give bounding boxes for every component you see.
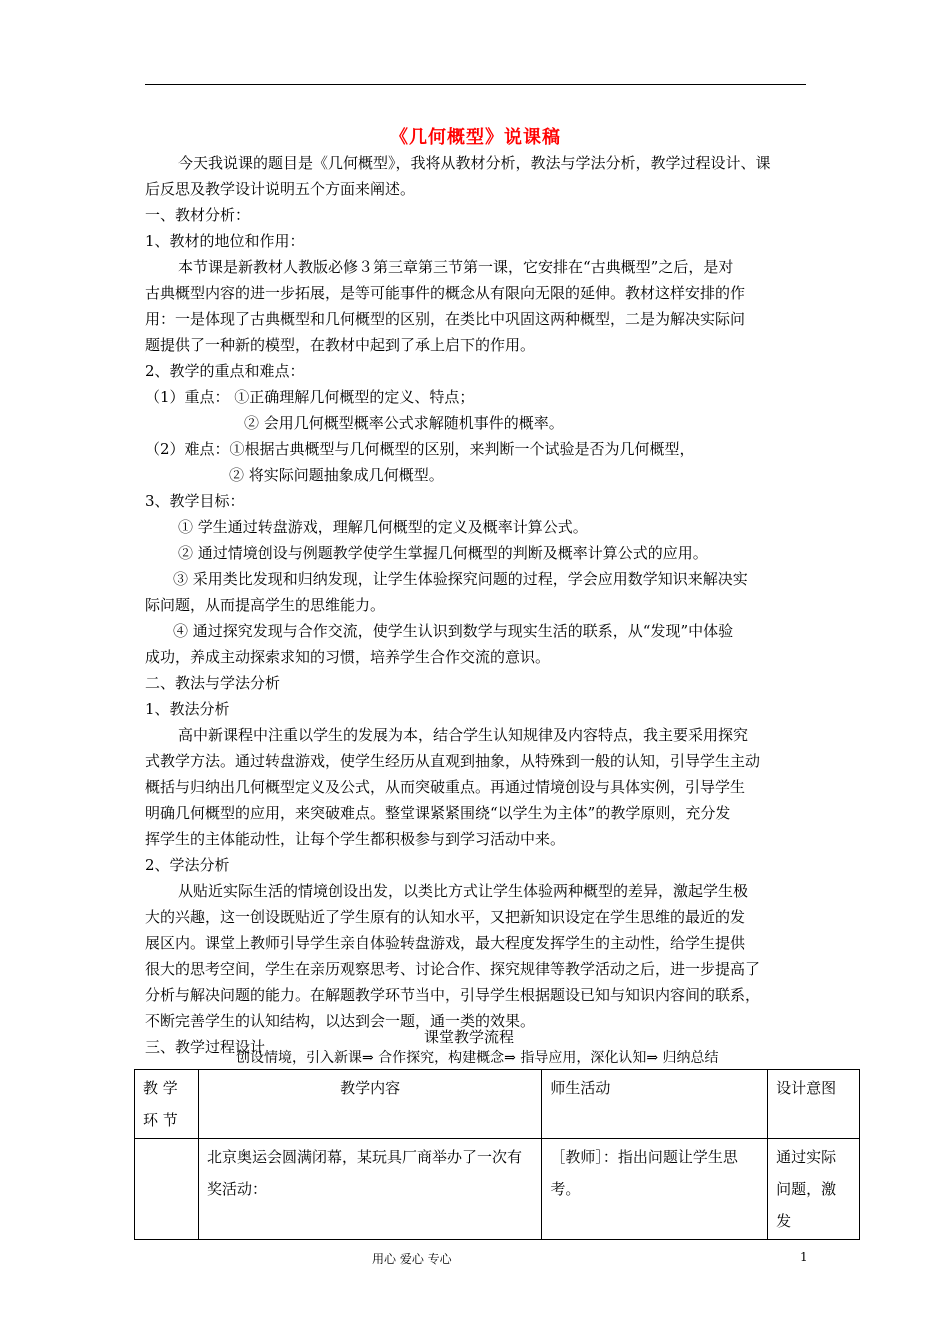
table-header-cell: 教 学 环 节 [135,1070,199,1139]
text-line: ② 将实际问题抽象成几何概型。 [229,466,444,484]
text-line: （2）难点：①根据古典概型与几何概型的区别，来判断一个试验是否为几何概型， [145,440,695,458]
top-rule [145,84,806,85]
section-heading: 二、教法与学法分析 [145,674,281,692]
section-heading: 三、教学过程设计 [145,1038,266,1056]
table-row [135,1139,860,1240]
text-line: 题提供了一种新的模型，在教材中起到了承上启下的作用。 [145,336,536,354]
text-line: 成功，养成主动探索求知的习惯，培养学生合作交流的意识。 [145,648,551,666]
text-line: ② 通过情境创设与例题教学使学生掌握几何概型的判断及概率计算公式的应用。 [178,544,708,562]
text-line: （1）重点： ①正确理解几何概型的定义、特点； [145,388,475,406]
text-line: 本节课是新教材人教版必修３第三章第三节第一课，它安排在“古典概型”之后，是对 [178,258,734,276]
table-header-cell: 师生活动 [542,1070,768,1139]
subsection-heading: 3、教学目标： [145,492,245,510]
text-line: 高中新课程中注重以学生的发展为本，结合学生认知规律及内容特点，我主要采用探究 [178,726,749,744]
page-number: 1 [800,1250,808,1264]
text-line: 际问题，从而提高学生的思维能力。 [145,596,386,614]
flow-steps: 创设情境，引入新课⇒ 合作探究，构建概念⇒ 指导应用，深化认知⇒ 归纳总结 [236,1050,719,1066]
text-line: ① 学生通过转盘游戏，理解几何概型的定义及概率计算公式。 [178,518,588,536]
table-header-row [135,1070,860,1139]
flow-title: 课堂教学流程 [424,1028,515,1046]
document-title: 《几何概型》说课稿 [390,127,561,148]
text-line: 概括与归纳出几何概型定义及公式，从而突破重点。再通过情境创设与具体实例，引导学生 [145,778,746,796]
text-line: 不断完善学生的认知结构，以达到会一题，通一类的效果。 [145,1012,536,1030]
text-line: 式教学方法。通过转盘游戏，使学生经历从直观到抽象，从特殊到一般的认知，引导学生主动 [145,752,761,770]
text-line: 挥学生的主体能动性，让每个学生都积极参与到学习活动中来。 [145,830,566,848]
footer-motto: 用心 爱心 专心 [372,1252,452,1266]
text-line: 古典概型内容的进一步拓展，是等可能事件的概念从有限向无限的延伸。教材这样安排的作 [145,284,746,302]
subsection-heading: 1、教法分析 [145,700,230,718]
text-line: ③ 采用类比发现和归纳发现，让学生体验探究问题的过程，学会应用数学知识来解决实 [173,570,748,588]
subsection-heading: 1、教材的地位和作用： [145,232,305,250]
text-line: 明确几何概型的应用，来突破难点。整堂课紧紧围绕“以学生为主体”的教学原则，充分发 [145,804,731,822]
text-line: 分析与解决问题的能力。在解题教学环节当中，引导学生根据题设已知与知识内容间的联系， [145,986,761,1004]
text-line: 后反思及教学设计说明五个方面来阐述。 [145,180,416,198]
table-cell: ［教师］：指出问题让学生思考。 [542,1139,768,1240]
table-cell [135,1139,199,1240]
table-header-cell: 设计意图 [768,1070,860,1139]
text-line: ④ 通过探究发现与合作交流，使学生认识到数学与现实生活的联系，从“发现”中体验 [173,622,734,640]
text-line: 用：一是体现了古典概型和几何概型的区别，在类比中巩固这两种概型，二是为解决实际问 [145,310,746,328]
table-cell: 通过实际问题，激发 [768,1139,860,1240]
subsection-heading: 2、教学的重点和难点： [145,362,305,380]
table-cell: 北京奥运会圆满闭幕，某玩具厂商举办了一次有奖活动： [198,1139,541,1240]
teaching-process-table [134,1069,860,1240]
text-line: 从贴近实际生活的情境创设出发，以类比方式让学生体验两种概型的差异，激起学生极 [178,882,749,900]
text-line: 今天我说课的题目是《几何概型》，我将从教材分析，教法与学法分析，教学过程设计、课 [178,154,771,172]
text-line: 大的兴趣，这一创设既贴近了学生原有的认知水平，又把新知识设定在学生思维的最近的发 [145,908,746,926]
text-line: 很大的思考空间，学生在亲历观察思考、讨论合作、探究规律等教学活动之后，进一步提高了 [145,960,761,978]
section-heading: 一、教材分析： [145,206,251,224]
subsection-heading: 2、学法分析 [145,856,230,874]
text-line: ② 会用几何概型概率公式求解随机事件的概率。 [244,414,564,432]
text-line: 展区内。课堂上教师引导学生亲自体验转盘游戏，最大程度发挥学生的主动性，给学生提供 [145,934,746,952]
table-header-cell: 教学内容 [198,1070,541,1139]
